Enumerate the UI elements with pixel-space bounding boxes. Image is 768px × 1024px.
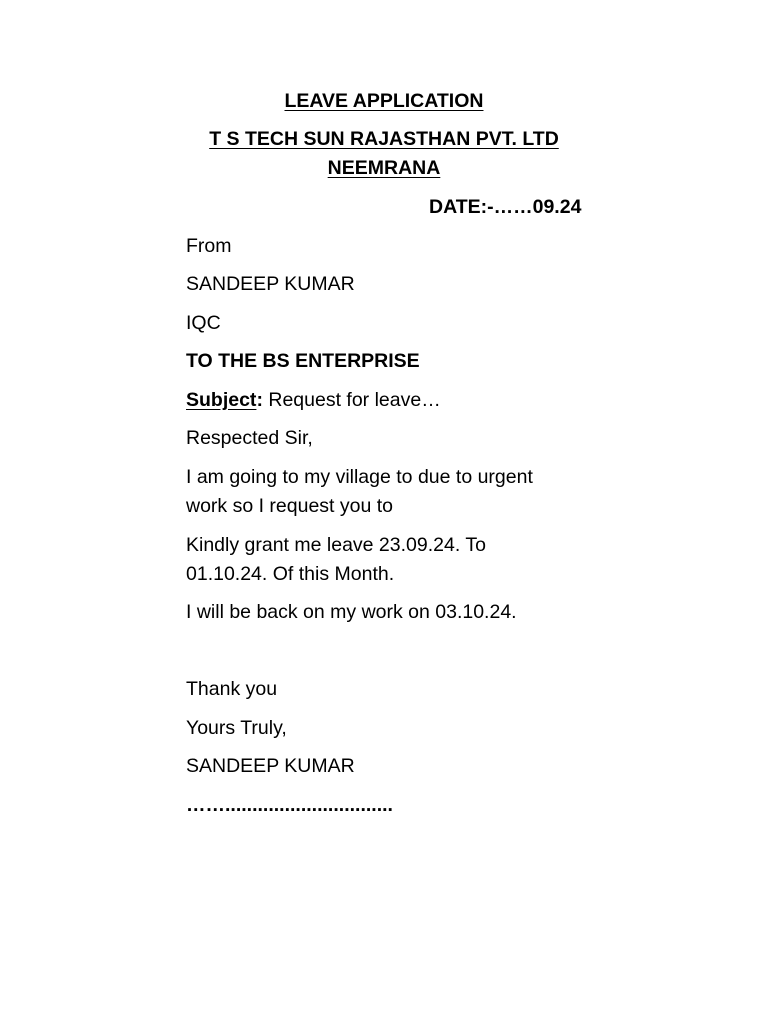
sign-off: Yours Truly,	[186, 717, 287, 739]
subject-line	[186, 386, 441, 415]
document-title: LEAVE APPLICATION	[284, 90, 484, 112]
subject-text: Request for leave…	[262, 389, 441, 411]
body-paragraph-1-line-2: work so I request you to	[186, 495, 394, 517]
signature-line: ……...............................	[186, 794, 393, 816]
body-paragraph-3: I will be back on my work on 03.10.24.	[186, 601, 517, 623]
body-paragraph-2-line-2: 01.10.24. Of this Month.	[186, 563, 395, 585]
sender-name: SANDEEP KUMAR	[186, 273, 355, 295]
thank-you: Thank you	[186, 678, 278, 700]
salutation: Respected Sir,	[186, 427, 313, 449]
sender-department: IQC	[186, 312, 221, 334]
company-name: T S TECH SUN RAJASTHAN PVT. LTD	[209, 128, 559, 150]
subject-label: Subject	[186, 389, 257, 411]
recipient-line: TO THE BS ENTERPRISE	[186, 350, 420, 372]
date-line: DATE:-……09.24	[429, 196, 582, 218]
company-location: NEEMRANA	[327, 157, 441, 179]
body-paragraph-2-line-1: Kindly grant me leave 23.09.24. To	[186, 534, 486, 556]
subject-colon: :	[256, 389, 263, 411]
from-label: From	[186, 235, 232, 257]
signer-name: SANDEEP KUMAR	[186, 755, 355, 777]
body-paragraph-1-line-1: I am going to my village to due to urgent	[186, 466, 533, 488]
